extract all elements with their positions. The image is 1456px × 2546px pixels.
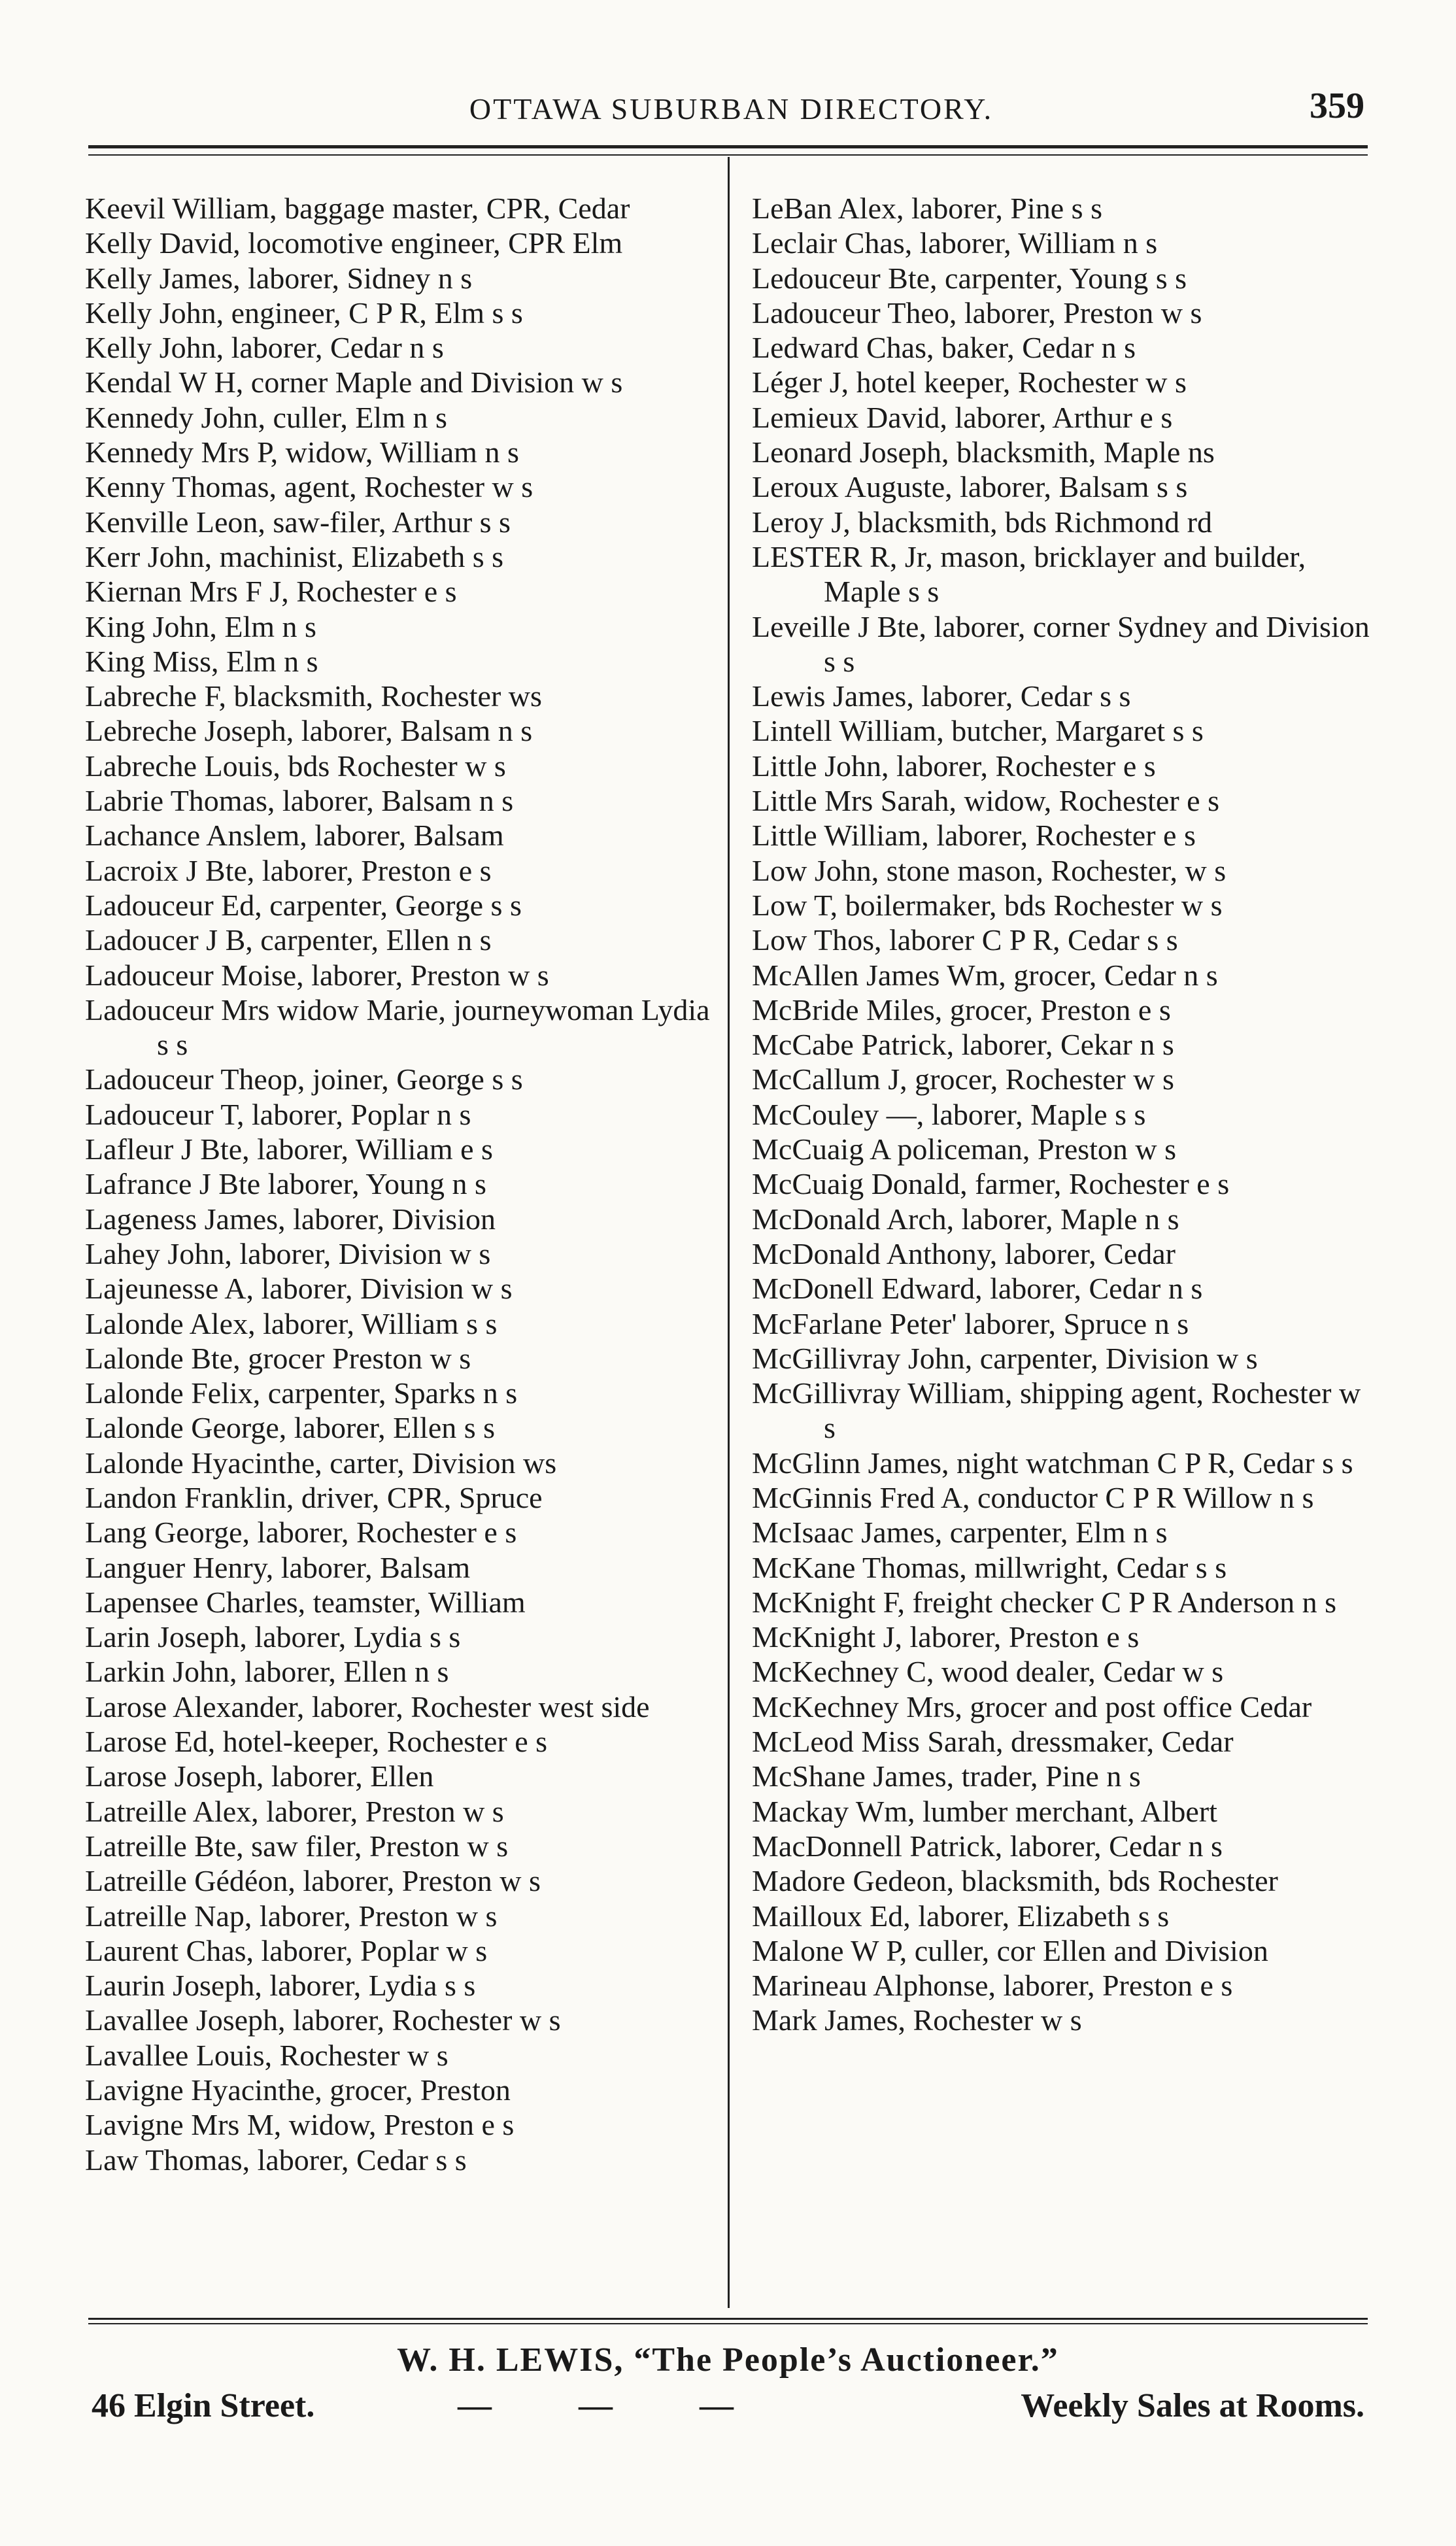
- directory-entry: Larose Ed, hotel-keeper, Rochester e s: [85, 1725, 548, 1759]
- directory-entry: Lachance Anslem, laborer, Balsam: [85, 819, 504, 853]
- directory-entry: Lavallee Louis, Rochester w s: [85, 2038, 449, 2072]
- directory-entry: McGillivray William, shipping agent, Rochester w s: [752, 1376, 1361, 1445]
- directory-entry: Ledward Chas, baker, Cedar n s: [752, 331, 1136, 365]
- directory-entry: Latreille Alex, laborer, Preston w s: [85, 1794, 504, 1828]
- directory-entry: Landon Franklin, driver, CPR, Spruce: [85, 1480, 543, 1514]
- directory-entry: Malone W P, culler, cor Ellen and Division: [752, 1933, 1268, 1967]
- directory-entry: McIsaac James, carpenter, Elm n s: [752, 1516, 1168, 1550]
- directory-entry: Mackay Wm, lumber merchant, Albert: [752, 1794, 1217, 1828]
- directory-entry: Ladouceur Theop, joiner, George s s: [85, 1062, 523, 1096]
- directory-entry: McDonald Anthony, laborer, Cedar: [752, 1236, 1176, 1270]
- directory-entry: McBride Miles, grocer, Preston e s: [752, 993, 1171, 1027]
- directory-entry: Lahey John, laborer, Division w s: [85, 1236, 491, 1270]
- directory-entry: Kenville Leon, saw-filer, Arthur s s: [85, 505, 511, 539]
- directory-entry: McDonell Edward, laborer, Cedar n s: [752, 1272, 1203, 1306]
- directory-entry: Keevil William, baggage master, CPR, Cedar: [85, 192, 630, 225]
- directory-entry: MacDonnell Patrick, laborer, Cedar n s: [752, 1829, 1223, 1863]
- directory-entry: Lavigne Hyacinthe, grocer, Preston: [85, 2073, 511, 2107]
- directory-entry: McAllen James Wm, grocer, Cedar n s: [752, 958, 1218, 992]
- footer-rule-thick: [88, 2318, 1368, 2320]
- directory-entry: McKnight J, laborer, Preston e s: [752, 1620, 1140, 1654]
- directory-entry: Ladoucer J B, carpenter, Ellen n s: [85, 923, 492, 957]
- directory-entry: Kelly James, laborer, Sidney n s: [85, 261, 473, 295]
- directory-entry: McDonald Arch, laborer, Maple n s: [752, 1202, 1179, 1236]
- directory-entry: LeBan Alex, laborer, Pine s s: [752, 192, 1102, 225]
- directory-entry: Madore Gedeon, blacksmith, bds Rochester: [752, 1864, 1278, 1898]
- directory-entry: McKane Thomas, millwright, Cedar s s: [752, 1550, 1227, 1584]
- directory-entry: Laurent Chas, laborer, Poplar w s: [85, 1933, 488, 1967]
- header-rule-thin: [88, 154, 1368, 156]
- directory-entry: Kiernan Mrs F J, Rochester e s: [85, 575, 457, 609]
- directory-entry: McLeod Miss Sarah, dressmaker, Cedar: [752, 1725, 1234, 1759]
- directory-entry: McGinnis Fred A, conductor C P R Willow n s: [752, 1480, 1314, 1514]
- directory-entry: Little Mrs Sarah, widow, Rochester e s: [752, 784, 1219, 818]
- directory-entry: Lalonde Bte, grocer Preston w s: [85, 1341, 471, 1375]
- directory-entry: Lalonde Felix, carpenter, Sparks n s: [85, 1376, 518, 1410]
- directory-entry: Low T, boilermaker, bds Rochester w s: [752, 888, 1223, 922]
- directory-entry: Ladouceur Mrs widow Marie, journeywoman Lydia s s: [85, 993, 710, 1062]
- directory-entry: McKechney Mrs, grocer and post office Cedar: [752, 1689, 1312, 1723]
- directory-entry: Lapensee Charles, teamster, William: [85, 1585, 526, 1619]
- column-divider: [728, 157, 730, 2308]
- directory-entry: Larkin John, laborer, Ellen n s: [85, 1655, 449, 1689]
- directory-entry: Lacroix J Bte, laborer, Preston e s: [85, 853, 492, 887]
- directory-entry: Leroux Auguste, laborer, Balsam s s: [752, 470, 1188, 504]
- directory-entry: Labrie Thomas, laborer, Balsam n s: [85, 784, 514, 818]
- advertisement-address: 46 Elgin Street.: [92, 2387, 315, 2424]
- directory-entry: McShane James, trader, Pine n s: [752, 1759, 1141, 1793]
- directory-entry: Ladouceur Theo, laborer, Preston w s: [752, 296, 1202, 330]
- directory-column-left: [85, 191, 713, 2177]
- footer-rule-thin: [88, 2323, 1368, 2324]
- advertisement-sales: Weekly Sales at Rooms.: [1021, 2387, 1364, 2424]
- directory-entry: Kelly John, engineer, C P R, Elm s s: [85, 296, 523, 330]
- page-title: OTTAWA SUBURBAN DIRECTORY.: [469, 92, 994, 126]
- directory-entry: Lemieux David, laborer, Arthur e s: [752, 400, 1173, 434]
- directory-entry: Kendal W H, corner Maple and Division w s: [85, 365, 623, 399]
- directory-entry: Low John, stone mason, Rochester, w s: [752, 853, 1227, 887]
- page-header: [98, 85, 1364, 131]
- directory-entry: Lalonde Hyacinthe, carter, Division ws: [85, 1446, 557, 1480]
- directory-entry: Lavallee Joseph, laborer, Rochester w s: [85, 2003, 561, 2037]
- directory-entry: Lintell William, butcher, Margaret s s: [752, 714, 1204, 748]
- directory-entry: Lalonde Alex, laborer, William s s: [85, 1306, 498, 1340]
- directory-entry: Ladouceur Ed, carpenter, George s s: [85, 888, 522, 922]
- directory-entry: Larin Joseph, laborer, Lydia s s: [85, 1620, 461, 1654]
- directory-entry: McGillivray John, carpenter, Division w s: [752, 1341, 1258, 1375]
- header-rule-thick: [88, 145, 1368, 148]
- directory-entry: Mark James, Rochester w s: [752, 2003, 1082, 2037]
- directory-entry: Lang George, laborer, Rochester e s: [85, 1516, 517, 1550]
- directory-entry: Lajeunesse A, laborer, Division w s: [85, 1272, 513, 1306]
- directory-entry: Law Thomas, laborer, Cedar s s: [85, 2143, 467, 2177]
- directory-entry: Lebreche Joseph, laborer, Balsam n s: [85, 714, 533, 748]
- directory-entry: Laurin Joseph, laborer, Lydia s s: [85, 1969, 476, 2003]
- directory-entry: McCuaig Donald, farmer, Rochester e s: [752, 1167, 1230, 1201]
- directory-entry: Labreche Louis, bds Rochester w s: [85, 749, 506, 783]
- directory-entry: Leroy J, blacksmith, bds Richmond rd: [752, 505, 1212, 539]
- directory-entry: Kennedy John, culler, Elm n s: [85, 400, 447, 434]
- directory-entry: McKnight F, freight checker C P R Anderson n s: [752, 1585, 1337, 1619]
- directory-entry: Kelly John, laborer, Cedar n s: [85, 331, 444, 365]
- directory-entry: Latreille Gédéon, laborer, Preston w s: [85, 1864, 541, 1898]
- directory-entry: LESTER R, Jr, mason, bricklayer and builder, Maple s s: [752, 539, 1306, 609]
- directory-entry: Lafrance J Bte laborer, Young n s: [85, 1167, 486, 1201]
- directory-entry: Larose Joseph, laborer, Ellen: [85, 1759, 434, 1793]
- directory-entry: McGlinn James, night watchman C P R, Cedar s s: [752, 1446, 1353, 1480]
- directory-entry: Leclair Chas, laborer, William n s: [752, 226, 1158, 260]
- advertisement-details: [92, 2386, 1364, 2432]
- directory-entry: Lewis James, laborer, Cedar s s: [752, 679, 1131, 713]
- directory-entry: Mailloux Ed, laborer, Elizabeth s s: [752, 1899, 1170, 1933]
- directory-entry: McCallum J, grocer, Rochester w s: [752, 1062, 1174, 1096]
- directory-entry: Lageness James, laborer, Division: [85, 1202, 496, 1236]
- directory-entry: Latreille Bte, saw filer, Preston w s: [85, 1829, 509, 1863]
- directory-entry: Léger J, hotel keeper, Rochester w s: [752, 365, 1187, 399]
- directory-entry: Kelly David, locomotive engineer, CPR Elm: [85, 226, 623, 260]
- directory-entry: McCouley —, laborer, Maple s s: [752, 1097, 1146, 1131]
- directory-entry: Marineau Alphonse, laborer, Preston e s: [752, 1969, 1233, 2003]
- directory-entry: Little John, laborer, Rochester e s: [752, 749, 1156, 783]
- directory-entry: Languer Henry, laborer, Balsam: [85, 1550, 471, 1584]
- directory-entry: Lalonde George, laborer, Ellen s s: [85, 1411, 496, 1445]
- directory-entry: Low Thos, laborer C P R, Cedar s s: [752, 923, 1178, 957]
- directory-entry: Leonard Joseph, blacksmith, Maple ns: [752, 435, 1215, 469]
- directory-entry: Little William, laborer, Rochester e s: [752, 819, 1196, 853]
- directory-entry: Larose Alexander, laborer, Rochester west side: [85, 1689, 650, 1723]
- directory-entry: King Miss, Elm n s: [85, 644, 318, 678]
- directory-entry: Ledouceur Bte, carpenter, Young s s: [752, 261, 1187, 295]
- directory-entry: McCuaig A policeman, Preston w s: [752, 1132, 1177, 1166]
- directory-entry: Leveille J Bte, laborer, corner Sydney and Division s s: [752, 609, 1370, 678]
- directory-entry: King John, Elm n s: [85, 609, 316, 643]
- directory-entry: Kenny Thomas, agent, Rochester w s: [85, 470, 533, 504]
- directory-entry: McKechney C, wood dealer, Cedar w s: [752, 1655, 1224, 1689]
- directory-entry: Latreille Nap, laborer, Preston w s: [85, 1899, 498, 1933]
- directory-entry: Lafleur J Bte, laborer, William e s: [85, 1132, 493, 1166]
- directory-entry: McFarlane Peter' laborer, Spruce n s: [752, 1306, 1189, 1340]
- directory-entry: Ladouceur Moise, laborer, Preston w s: [85, 958, 549, 992]
- page-number: 359: [1310, 86, 1364, 126]
- directory-entry: Kerr John, machinist, Elizabeth s s: [85, 539, 504, 573]
- advertisement-headline: W. H. LEWIS, “The People’s Auctioneer.”: [397, 2341, 1059, 2379]
- directory-entry: McCabe Patrick, laborer, Cekar n s: [752, 1028, 1174, 1062]
- directory-column-right: [752, 191, 1373, 2038]
- directory-entry: Lavigne Mrs M, widow, Preston e s: [85, 2108, 515, 2142]
- directory-entry: Labreche F, blacksmith, Rochester ws: [85, 679, 542, 713]
- advertisement-dashes: — — —: [458, 2387, 773, 2424]
- directory-entry: Kennedy Mrs P, widow, William n s: [85, 435, 519, 469]
- directory-entry: Ladouceur T, laborer, Poplar n s: [85, 1097, 471, 1131]
